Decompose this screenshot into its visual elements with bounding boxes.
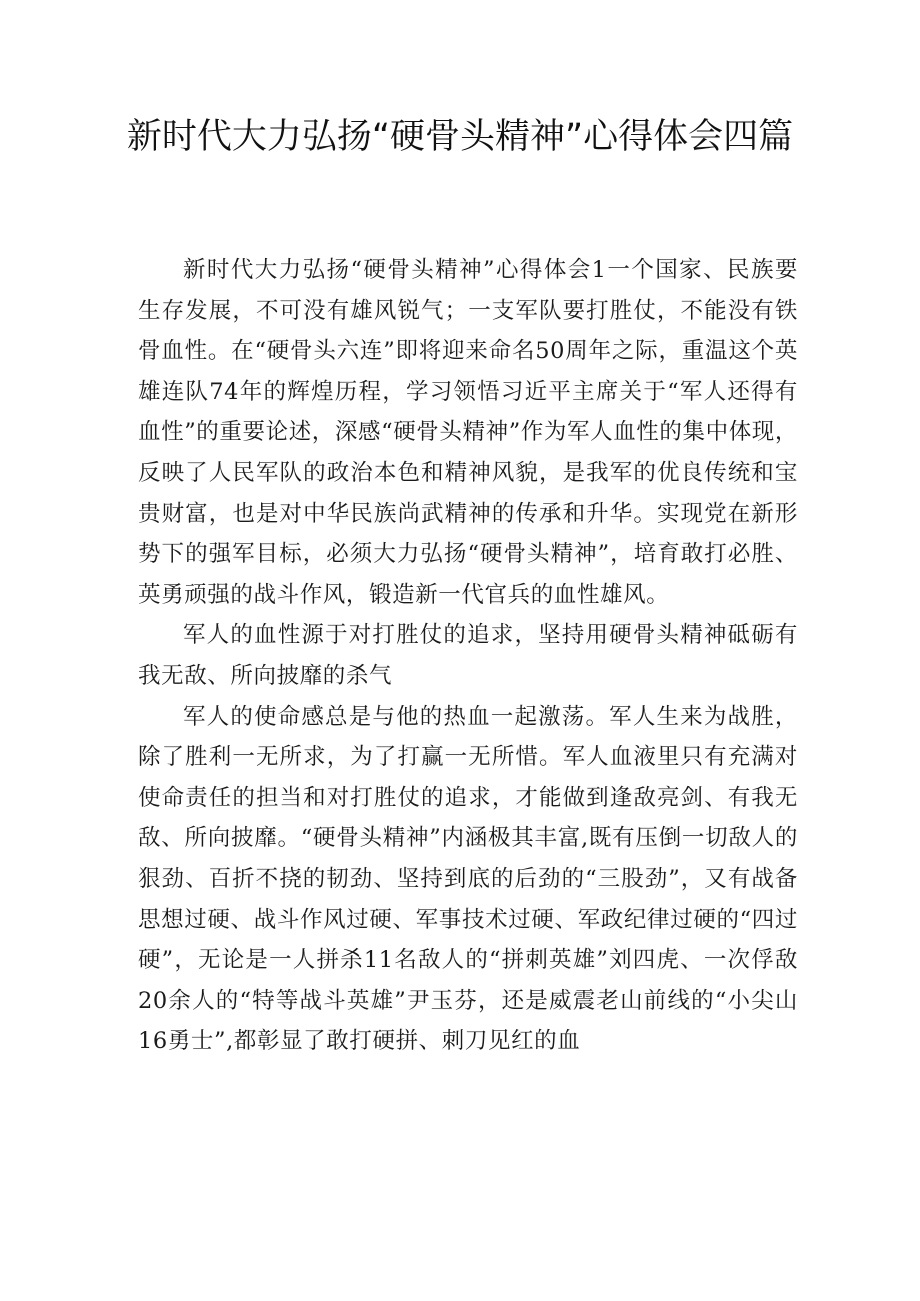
document-body — [138, 250, 798, 1062]
paragraph-mission: 军人的使命感总是与他的热血一起激荡。军人生来为战胜，除了胜利一无所求，为了打赢一无所惜。军人血液里只有充满对使命责任的担当和对打胜仗的追求，才能做到逢敌亮剑、有我无敌、所向披靡。“硬骨头精神”内涵极其丰富,既有压倒一切敌人的狠劲、百折不挠的韧劲、坚持到底的后劲的“三股劲”，又有战备思想过硬、战斗作风过硬、军事技术过硬、军政纪律过硬的“四过硬”，无论是一人拼杀11名敌人的“拼刺英雄”刘四虎、一次俘敌20余人的“特等战斗英雄”尹玉芬，还是威震老山前线的“小尖山16勇士”,都彰显了敢打硬拼、刺刀见红的血 — [138, 703, 798, 1055]
paragraph-intro: 新时代大力弘扬“硬骨头精神”心得体会1一个国家、民族要生存发展，不可没有雄风锐气；一支军队要打胜仗，不能没有铁骨血性。在“硬骨头六连”即将迎来命名50周年之际，重温这个英雄连队74年的辉煌历程，学习领悟习近平主席关于“军人还得有血性”的重要论述，深感“硬骨头精神”作为军人血性的集中体现，反映了人民军队的政治本色和精神风貌，是我军的优良传统和宝贵财富，也是对中华民族尚武精神的传承和升华。实现党在新形势下的强军目标，必须大力弘扬“硬骨头精神”，培育敢打必胜、英勇顽强的战斗作风，锻造新一代官兵的血性雄风。 — [138, 257, 799, 608]
paragraph-heading-1: 军人的血性源于对打胜仗的追求，坚持用硬骨头精神砥砺有我无敌、所向披靡的杀气 — [138, 622, 798, 689]
document-title: 新时代大力弘扬“硬骨头精神”心得体会四篇 — [126, 117, 794, 157]
